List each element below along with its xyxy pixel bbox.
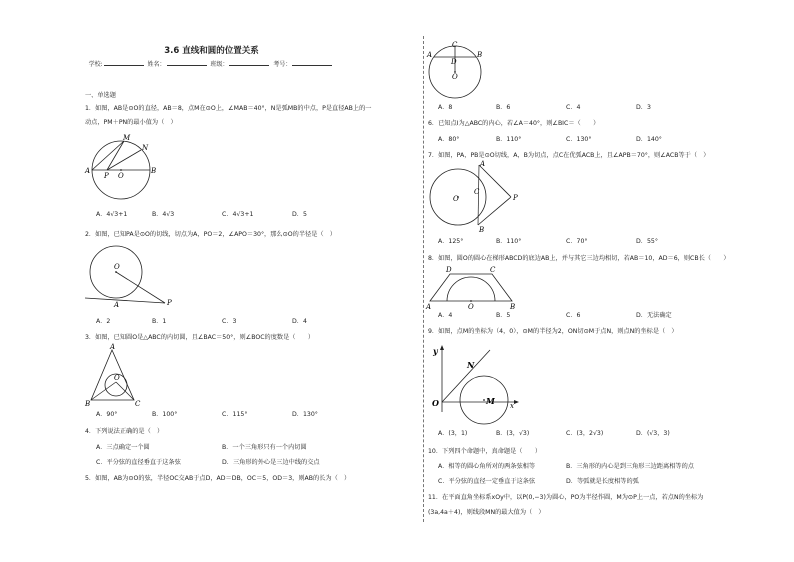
q7-option-c[interactable]: C．70° [566,238,588,245]
q7-option-d[interactable]: D．55° [636,238,658,245]
q3-option-b[interactable]: B．100° [152,411,178,418]
q9-label-x: x [510,402,514,410]
q2-label-a: A [114,301,120,309]
q6-option-b[interactable]: B．110° [496,136,522,143]
q3-option-d[interactable]: D．130° [292,411,318,418]
q7-label-a: A [480,160,486,168]
school-blank[interactable] [104,59,144,66]
q3-label-b: B [85,400,91,408]
q10-option-a[interactable]: A．相等的圆心角所对的两条弦相等 [438,463,536,470]
q8-label-c: C [490,266,496,274]
q8-label-a: A [426,303,432,311]
q1-label-n: N [142,144,149,152]
q2-label-o: O [114,263,120,271]
q7-text: 7．如图，PA，PB是⊙O切线，A，B为切点，点C在优弧ACB上，且∠APB＝70°，则∠ACB等于（ ） [428,152,710,159]
q1-option-a[interactable]: A．4√3+1 [96,211,128,218]
q5-figure [426,42,491,100]
exam-no-label: 考号： [273,61,292,68]
q9-figure [430,342,522,422]
q1-label-b: B [151,167,157,175]
q9-label-o: O [432,398,439,408]
q9-text: 9．如图，点M的坐标为（4，0），⊙M的半径为2，ON切⊙M于点N，则点N的坐标是（ ） [428,328,678,335]
q1-text-line2: 动点，PM＋PN的最小值为（ ） [85,119,177,126]
q3-option-c[interactable]: C．115° [222,411,248,418]
class-label: 班级： [210,61,229,68]
q2-option-c[interactable]: C．3 [222,318,237,325]
school-label: 学校: [88,61,103,68]
q9-label-m: M [486,396,495,406]
q10-text: 10．下列四个命题中，真命题是（ ） [428,448,542,455]
q4-option-b[interactable]: B．一个三角形只有一个内切圆 [222,444,307,451]
q4-option-a[interactable]: A．三点确定一个圆 [96,444,150,451]
name-label: 姓名： [147,61,166,68]
q1-label-m: M [123,134,131,142]
q1-label-o: O [118,172,124,180]
q7-label-c: C [474,188,480,196]
student-info-line [0,59,423,68]
q8-text: 8．如图，圆O的圆心在梯形ABCD的底边AB上，并与其它三边均相切，若AB＝10，AD＝6，则CB长（ ） [428,255,730,262]
q11-text-line1: 11．在平面直角坐标系xOy中，以P(0,−3)为圆心，PO为半径作圆，M为⊙P上一点，若点N的坐标为 [428,494,704,501]
q10-option-c[interactable]: C．平分弦的直径一定垂直于这条弦 [438,478,536,485]
q5-option-a[interactable]: A．8 [438,104,453,111]
q4-text: 4．下列说法正确的是（ ） [85,428,164,435]
q8-option-b[interactable]: B．5 [496,312,511,319]
q8-label-b: B [510,303,516,311]
q2-figure [85,245,180,310]
q2-option-a[interactable]: A．2 [96,318,111,325]
q1-text-line1: 1．如图，AB是⊙O的直径，AB＝8，点M在⊙O上，∠MAB＝40°，N是弧MB的中点，P是直径AB上的一 [85,105,372,112]
q9-option-c[interactable]: C．(3，2√3) [566,430,604,437]
q3-label-c: C [135,400,141,408]
name-blank[interactable] [167,59,207,66]
column-divider [423,36,424,522]
q4-option-c[interactable]: C．平分弦的直径垂直于这条弦 [96,459,181,466]
q1-figure [85,133,165,203]
q1-option-d[interactable]: D．5 [292,211,307,218]
q6-option-d[interactable]: D．140° [636,136,662,143]
q1-label-p: P [104,172,109,180]
q2-text: 2．如图，已知PA是⊙O的切线，切点为A，PO＝2，∠APO＝30°，那么⊙O的半径是（ ） [85,231,336,238]
q9-option-d[interactable]: D．(√3，3) [636,430,670,437]
q2-option-d[interactable]: D．4 [292,318,307,325]
q5-label-d: D [451,58,457,66]
q9-label-y: y [433,346,438,356]
q8-figure [426,265,526,310]
q5-label-b: B [477,51,483,59]
page-title: 3.6 直线和圆的位置关系 [164,46,259,56]
q1-label-a: A [85,167,91,175]
q3-option-a[interactable]: A．90° [96,411,118,418]
q11-text-line2: (3a,4a＋4)，则线段MN的最大值为（ ） [428,509,545,516]
exam-no-blank[interactable] [292,59,332,66]
q3-label-o: O [114,374,120,382]
q7-label-p: P [513,194,518,202]
q8-label-o: O [468,303,474,311]
q7-option-a[interactable]: A．125° [438,238,464,245]
q9-option-a[interactable]: A．(3，1) [438,430,468,437]
q8-option-d[interactable]: D．无法确定 [636,312,672,319]
q9-option-b[interactable]: B．(3，√3) [496,430,530,437]
q2-label-p: P [167,299,172,307]
q6-text: 6．已知点I为△ABC的内心，若∠A＝40°，则∠BIC＝（ ） [428,120,600,127]
q7-label-o: O [453,195,459,203]
q6-option-c[interactable]: C．130° [566,136,592,143]
section-heading: 一、单选题 [85,92,116,99]
q5-option-c[interactable]: C．4 [566,104,581,111]
class-blank[interactable] [229,59,269,66]
q5-label-c: C [452,41,458,49]
q8-label-d: D [446,266,452,274]
q3-label-a: A [110,343,116,351]
q5-text: 5．如图，AB为⊙O的弦，半径OC交AB于点D，AD＝DB，OC＝5，OD＝3，则AB的长为（ ） [85,475,351,482]
q8-option-c[interactable]: C．6 [566,312,581,319]
q3-text: 3．如图，已知圆O是△ABC的内切圆，且∠BAC＝50°，则∠BOC的度数是（ ） [85,334,315,341]
q5-option-d[interactable]: D．3 [636,104,651,111]
q7-option-b[interactable]: B．110° [496,238,522,245]
q1-option-b[interactable]: B．4√3 [152,211,175,218]
q10-option-d[interactable]: D．等弧就是长度相等的弧 [566,478,639,485]
q5-label-a: A [427,51,433,59]
q6-option-a[interactable]: A．80° [438,136,460,143]
q3-figure [85,343,145,408]
q7-figure [426,160,526,234]
q5-option-b[interactable]: B．6 [496,104,511,111]
q10-option-b[interactable]: B．三角形的内心是到三角形三边距离相等的点 [566,463,694,470]
q1-option-c[interactable]: C．4√3+1 [222,211,254,218]
q8-option-a[interactable]: A．4 [438,312,453,319]
q7-label-b: B [479,226,485,234]
q4-option-d[interactable]: D．三角形的外心是三边中线的交点 [222,459,320,466]
q2-option-b[interactable]: B．1 [152,318,167,325]
q5-label-o: O [452,73,458,81]
q9-label-n: N [467,360,475,370]
